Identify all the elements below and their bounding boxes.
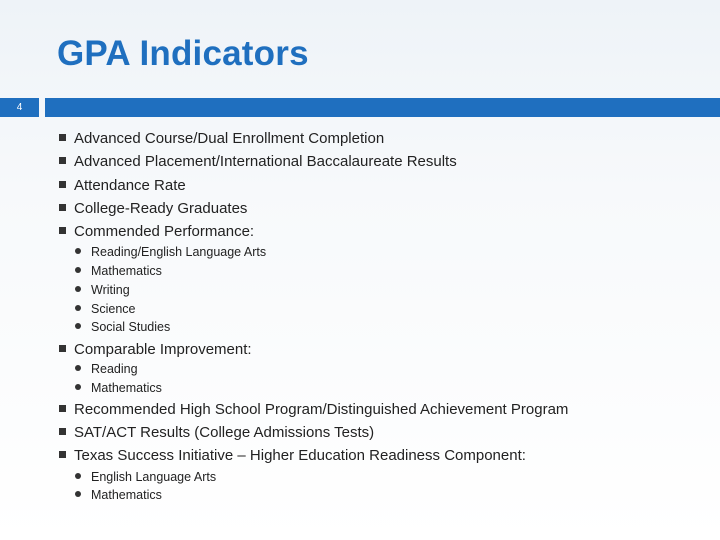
sub-bullet-item (91, 361, 138, 377)
bullet-text: Attendance Rate (74, 177, 186, 194)
sub-bullet-item (91, 244, 266, 260)
square-bullet-icon (59, 134, 66, 141)
sub-bullet-text: Writing (91, 283, 130, 297)
bullet-text: College-Ready Graduates (74, 200, 248, 217)
slide-title: GPA Indicators (57, 34, 309, 73)
sub-bullet-text: Reading/English Language Arts (91, 245, 267, 259)
bullet-text: Recommended High School Program/Distinguished Achievement Program (74, 401, 569, 418)
round-bullet-icon (75, 491, 81, 497)
slide-number: 4 (16, 102, 23, 113)
square-bullet-icon (59, 204, 66, 211)
bullet-item (74, 424, 374, 442)
bullet-item (74, 341, 252, 359)
sub-bullet-item (91, 301, 135, 317)
bullet-item (74, 401, 568, 419)
round-bullet-icon (75, 384, 81, 390)
sub-bullet-item (91, 319, 170, 335)
bullet-text: Comparable Improvement: (74, 341, 252, 358)
bullet-text: Commended Performance: (74, 223, 255, 240)
round-bullet-icon (75, 323, 81, 329)
sub-bullet-text: Mathematics (91, 488, 162, 502)
square-bullet-icon (59, 227, 66, 234)
round-bullet-icon (75, 305, 81, 311)
round-bullet-icon (75, 473, 81, 479)
square-bullet-icon (59, 157, 66, 164)
sub-bullet-text: Mathematics (91, 264, 162, 278)
sub-bullet-item (91, 282, 130, 298)
square-bullet-icon (59, 405, 66, 412)
round-bullet-icon (75, 286, 81, 292)
square-bullet-icon (59, 345, 66, 352)
sub-bullet-text: Reading (91, 362, 138, 376)
bullet-text: Advanced Placement/International Baccalaureate Results (74, 153, 457, 170)
bullet-item (74, 447, 526, 465)
sub-bullet-text: Social Studies (91, 320, 171, 334)
sub-bullet-item (91, 487, 162, 503)
round-bullet-icon (75, 365, 81, 371)
sub-bullet-text: Science (91, 302, 136, 316)
bullet-item (74, 223, 254, 241)
sub-bullet-text: Mathematics (91, 381, 162, 395)
sub-bullet-item (91, 380, 162, 396)
bullet-text: SAT/ACT Results (College Admissions Tests) (74, 424, 375, 441)
sub-bullet-item (91, 263, 162, 279)
bullet-text: Advanced Course/Dual Enrollment Completion (74, 130, 385, 147)
square-bullet-icon (59, 451, 66, 458)
sub-bullet-text: English Language Arts (91, 470, 217, 484)
bullet-item (74, 153, 457, 171)
bullet-item (74, 200, 247, 218)
bullet-item (74, 177, 186, 195)
bullet-item (74, 130, 384, 148)
round-bullet-icon (75, 248, 81, 254)
title-divider-bar (45, 98, 720, 117)
sub-bullet-item (91, 469, 216, 485)
square-bullet-icon (59, 181, 66, 188)
bullet-text: Texas Success Initiative – Higher Education Readiness Component: (74, 447, 526, 464)
round-bullet-icon (75, 267, 81, 273)
square-bullet-icon (59, 428, 66, 435)
